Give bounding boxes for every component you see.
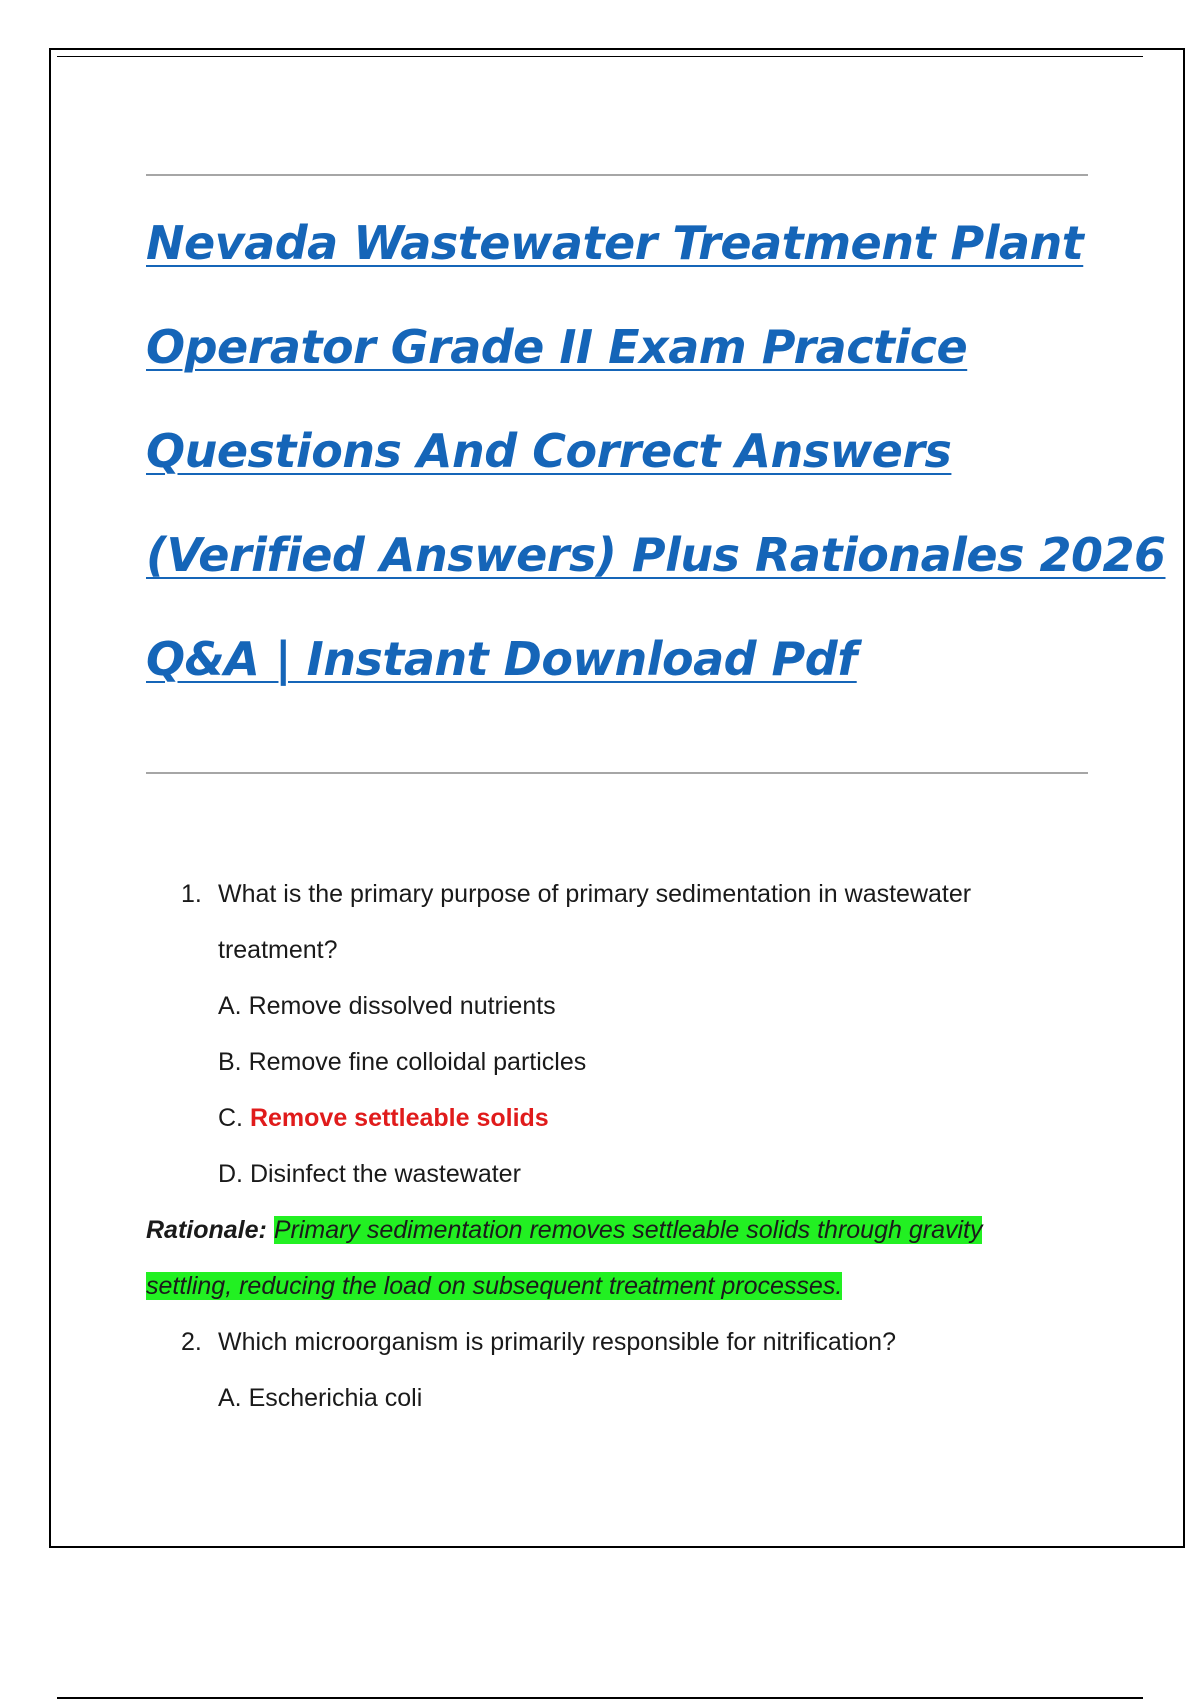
title-rule-top <box>146 174 1088 176</box>
rationale-continuation <box>146 1264 1106 1320</box>
option-c <box>146 1096 1106 1152</box>
title-line-2: Operator Grade II Exam Practice <box>146 320 968 374</box>
header-rule <box>57 56 1143 57</box>
question-text-continued: treatment? <box>218 936 338 964</box>
option-prefix: A. <box>218 1384 242 1412</box>
title-line-4: (Verified Answers) Plus Rationales 2026 <box>146 528 1166 582</box>
rationale <box>146 1208 1106 1264</box>
question-2 <box>146 1320 1106 1376</box>
correct-answer: Remove settleable solids <box>249 1104 549 1132</box>
rationale-text: Primary sedimentation removes settleable solids through gravity <box>273 1216 983 1244</box>
option-text: Disinfect the wastewater <box>249 1160 521 1188</box>
question-1 <box>146 872 1106 928</box>
question-text: Which microorganism is primarily responsible for nitrification? <box>218 1328 896 1356</box>
option-text: Remove fine colloidal particles <box>248 1048 587 1076</box>
title-line-3: Questions And Correct Answers <box>146 424 952 478</box>
option-prefix: B. <box>218 1048 242 1076</box>
rationale-text-continued: settling, reducing the load on subsequent treatment processes. <box>146 1272 843 1300</box>
option-d <box>146 1152 1106 1208</box>
document-title <box>146 212 1166 732</box>
option-prefix: D. <box>218 1160 243 1188</box>
title-line-5: Q&A | Instant Download Pdf <box>146 632 857 686</box>
option-prefix: C. <box>218 1104 243 1132</box>
option-a <box>146 984 1106 1040</box>
option-text: Escherichia coli <box>248 1384 423 1412</box>
title-line-1: Nevada Wastewater Treatment Plant <box>146 216 1084 270</box>
question-number: 2. <box>181 1328 202 1356</box>
footer-rule <box>57 1697 1143 1699</box>
rationale-label: Rationale: <box>146 1216 267 1244</box>
option-b <box>146 1040 1106 1096</box>
title-rule-bottom <box>146 772 1088 774</box>
question-number: 1. <box>181 880 202 908</box>
option-prefix: A. <box>218 992 242 1020</box>
question-text: What is the primary purpose of primary sedimentation in wastewater <box>218 880 972 908</box>
question-1-continuation <box>146 928 1106 984</box>
option-a <box>146 1376 1106 1432</box>
question-list <box>146 872 1106 1432</box>
option-text: Remove dissolved nutrients <box>248 992 556 1020</box>
